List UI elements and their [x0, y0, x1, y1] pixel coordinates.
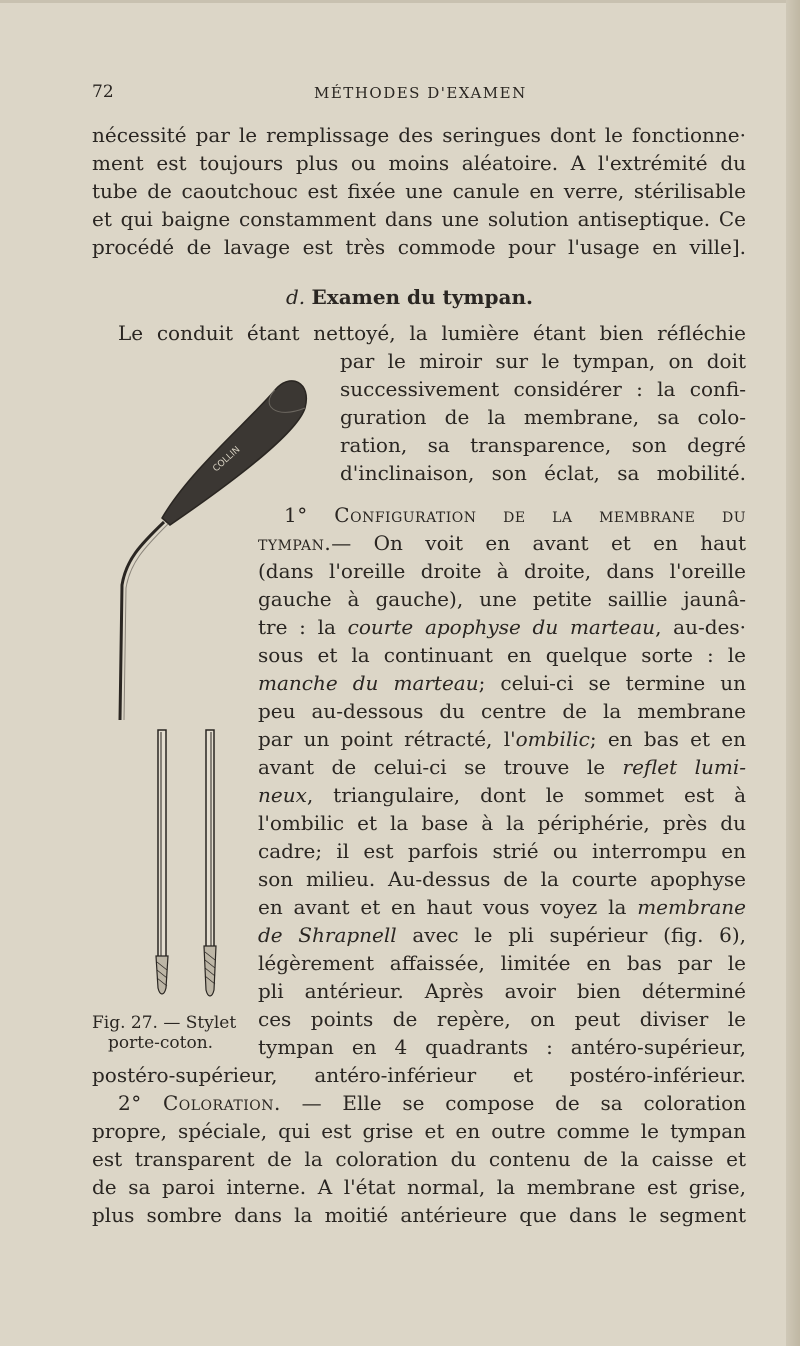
page-right-edge [786, 0, 800, 1346]
running-title: MÉTHODES D'EXAMEN [314, 84, 527, 102]
text-line: avant de celui-ci se trouve le reflet lumi- [258, 755, 746, 779]
text-line: postéro-supérieur, antéro-inférieur et postéro-inférieur. [92, 1063, 746, 1087]
page-number: 72 [92, 82, 114, 102]
italic-term: reflet lumi- [622, 755, 746, 779]
text-line: son milieu. Au-dessus de la courte apophyse [258, 867, 746, 891]
text-line: sous et la continuant en quelque sorte : le [258, 643, 746, 667]
text-line: l'ombilic et la base à la périphérie, près du [258, 811, 746, 835]
text-line: tre : la courte apophyse du marteau, au-des· [258, 615, 746, 639]
text-line: (dans l'oreille droite à droite, dans l'oreille [258, 559, 746, 583]
text-line: ces points de repère, on peut diviser le [258, 1007, 746, 1031]
straight-stylet-left [158, 730, 166, 960]
figure-caption-line: porte-coton. [108, 1033, 214, 1053]
italic-term: ombilic [515, 727, 590, 751]
figure-caption-line: Fig. 27. — Stylet [92, 1013, 237, 1033]
text-line: gauche à gauche), une petite saillie jaunâ- [258, 587, 746, 611]
section-title: Examen du tympan. [311, 285, 534, 309]
italic-term: neux [258, 783, 307, 807]
subsection-heading-end: tympan. [258, 531, 332, 555]
text-line: ment est toujours plus ou moins aléatoire. A l'extrémité du [92, 151, 746, 175]
cotton-tip-right [204, 946, 216, 996]
text-line: tympan en 4 quadrants : antéro-supérieur, [258, 1035, 746, 1059]
text-line: pli antérieur. Après avoir bien déterminé [258, 979, 746, 1003]
straight-stylet-right [206, 730, 214, 950]
section-heading [286, 283, 533, 311]
text-line: Le conduit étant nettoyé, la lumière étant bien réfléchie [118, 321, 746, 345]
text-line: ration, sa transparence, son degré [340, 433, 746, 457]
italic-term: de Shrapnell [258, 923, 397, 947]
page-top-edge [0, 0, 800, 3]
subsection-heading: 1° Configuration de la membrane du [284, 503, 746, 527]
text-line: d'inclinaison, son éclat, sa mobilité. [340, 461, 746, 485]
text-line: guration de la membrane, sa colo- [340, 405, 746, 429]
text-line: par le miroir sur le tympan, on doit [340, 349, 746, 373]
text-line: procédé de lavage est très commode pour l'usage en ville]. [92, 235, 746, 259]
text-line: plus sombre dans la moitié antérieure que dans le segment [92, 1203, 746, 1227]
text-line: est transparent de la coloration du contenu de la caisse et [92, 1147, 746, 1171]
text-line: légèrement affaissée, limitée en bas par le [258, 951, 746, 975]
text-line: par un point rétracté, l'ombilic; en bas et en [258, 727, 746, 751]
text-line: peu au-dessous du centre de la membrane [258, 699, 746, 723]
stylet-illustration [100, 360, 310, 1010]
text-line: manche du marteau; celui-ci se termine un [258, 671, 746, 695]
italic-term: manche du marteau [258, 671, 479, 695]
text-line: en avant et en haut vous voyez la membrane [258, 895, 746, 919]
handle-inscription: COLLIN [211, 444, 243, 475]
text-line: et qui baigne constamment dans une solution antiseptique. Ce [92, 207, 746, 231]
italic-term: courte apophyse du marteau [347, 615, 656, 639]
text-line: propre, spéciale, qui est grise et en outre comme le tympan [92, 1119, 746, 1143]
text-line: nécessité par le remplissage des seringues dont le fonctionne· [92, 123, 746, 147]
stylet-shaft-highlight [124, 524, 168, 720]
text-line: 2° Coloration. — Elle se compose de sa coloration [118, 1091, 746, 1115]
text-line: de Shrapnell avec le pli supérieur (fig. 6), [258, 923, 746, 947]
text-line: cadre; il est parfois strié ou interrompu en [258, 839, 746, 863]
italic-term: membrane [637, 895, 746, 919]
text-line: tube de caoutchouc est fixée une canule en verre, stérilisable [92, 179, 746, 203]
text-line: successivement considérer : la confi- [340, 377, 746, 401]
text-line: de sa paroi interne. A l'état normal, la membrane est grise, [92, 1175, 746, 1199]
text-line: neux, triangulaire, dont le sommet est à [258, 783, 746, 807]
section-letter: d. [286, 285, 306, 309]
text-line: tympan. — On voit en avant et en haut [258, 531, 746, 555]
cotton-tip-left [156, 956, 168, 994]
subsection-heading: 2° Coloration. [118, 1091, 281, 1115]
